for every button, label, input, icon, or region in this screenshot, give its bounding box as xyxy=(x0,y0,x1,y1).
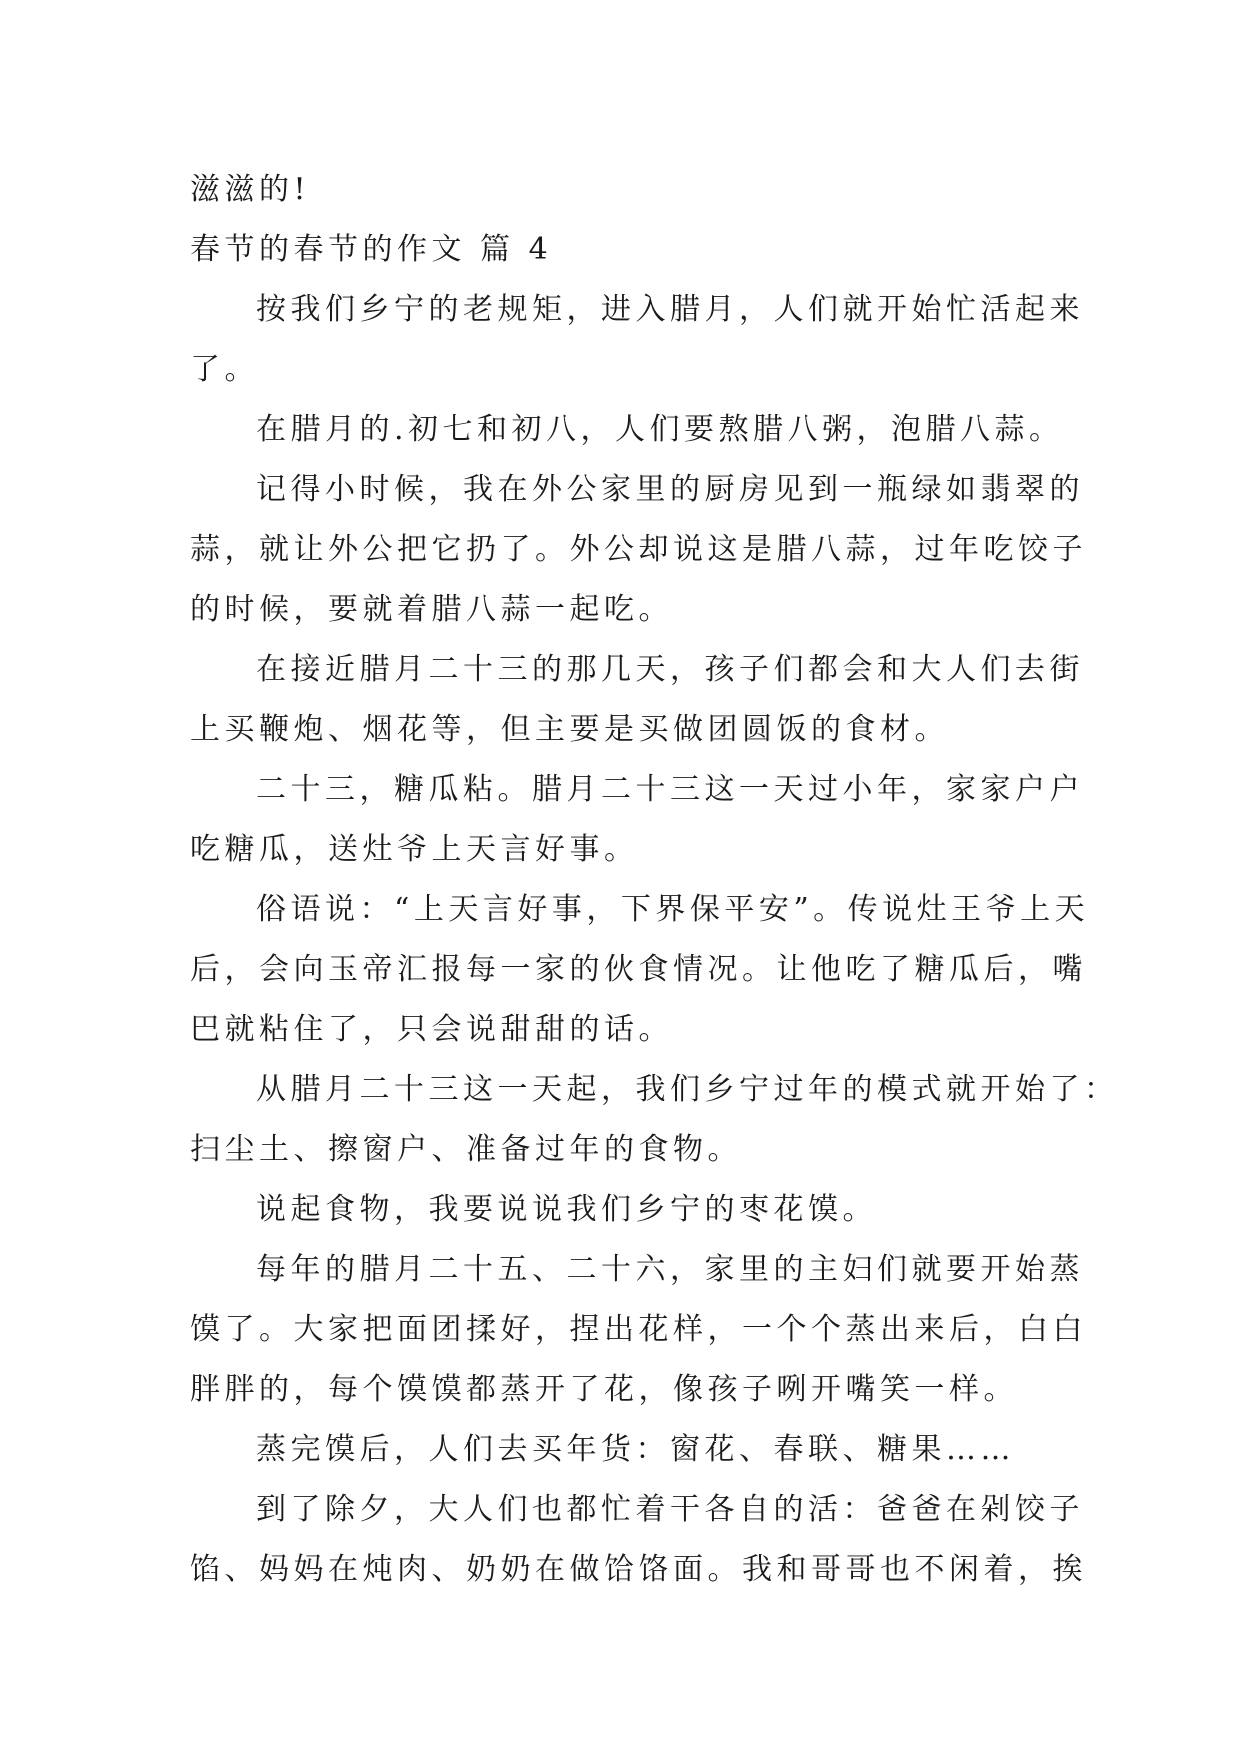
paragraph-line: 扫尘土、擦窗户、准备过年的食物。 xyxy=(190,1132,742,1167)
paragraph-line: 二十三，糖瓜粘。腊月二十三这一天过小年，家家户户 xyxy=(256,772,1084,807)
paragraph-line: 后，会向玉帝汇报每一家的伙食情况。让他吃了糖瓜后，嘴 xyxy=(190,952,1087,987)
paragraph-line: 在腊月的.初七和初八，人们要熬腊八粥，泡腊八蒜。 xyxy=(256,412,1064,447)
paragraph-line: 蒜，就让外公把它扔了。外公却说这是腊八蒜，过年吃饺子 xyxy=(190,532,1087,567)
paragraph-line: 胖胖的，每个馍馍都蒸开了花，像孩子咧开嘴笑一样。 xyxy=(190,1372,1018,1407)
text-line: 滋滋的! xyxy=(190,172,311,207)
paragraph-line: 巴就粘住了，只会说甜甜的话。 xyxy=(190,1012,673,1047)
paragraph-line: 上买鞭炮、烟花等，但主要是买做团圆饭的食材。 xyxy=(190,712,949,747)
paragraph-line: 每年的腊月二十五、二十六，家里的主妇们就要开始蒸 xyxy=(256,1252,1084,1287)
paragraph-line: 记得小时候，我在外公家里的厨房见到一瓶绿如翡翠的 xyxy=(256,472,1084,507)
paragraph-line: 了。 xyxy=(190,352,259,387)
paragraph-line: 按我们乡宁的老规矩，进入腊月，人们就开始忙活起来 xyxy=(256,292,1084,327)
section-heading: 春节的春节的作文 篇 4 xyxy=(190,232,553,267)
paragraph-line: 从腊月二十三这一天起，我们乡宁过年的模式就开始了： xyxy=(256,1072,1119,1107)
paragraph-line: 的时候，要就着腊八蒜一起吃。 xyxy=(190,592,673,627)
paragraph-line: 俗语说：“上天言好事，下界保平安”。传说灶王爷上天 xyxy=(256,892,1090,927)
paragraph-line: 馅、妈妈在炖肉、奶奶在做饸饹面。我和哥哥也不闲着，挨 xyxy=(190,1552,1087,1587)
paragraph-line: 在接近腊月二十三的那几天，孩子们都会和大人们去街 xyxy=(256,652,1084,687)
essay-body xyxy=(190,160,1119,1600)
paragraph-line: 馍了。大家把面团揉好，捏出花样，一个个蒸出来后，白白 xyxy=(190,1312,1087,1347)
paragraph-line: 吃糖瓜，送灶爷上天言好事。 xyxy=(190,832,639,867)
paragraph-line: 说起食物，我要说说我们乡宁的枣花馍。 xyxy=(256,1192,877,1227)
paragraph-line: 到了除夕，大人们也都忙着干各自的活：爸爸在剁饺子 xyxy=(256,1492,1084,1527)
paragraph-line: 蒸完馍后，人们去买年货：窗花、春联、糖果…… xyxy=(256,1432,1015,1467)
